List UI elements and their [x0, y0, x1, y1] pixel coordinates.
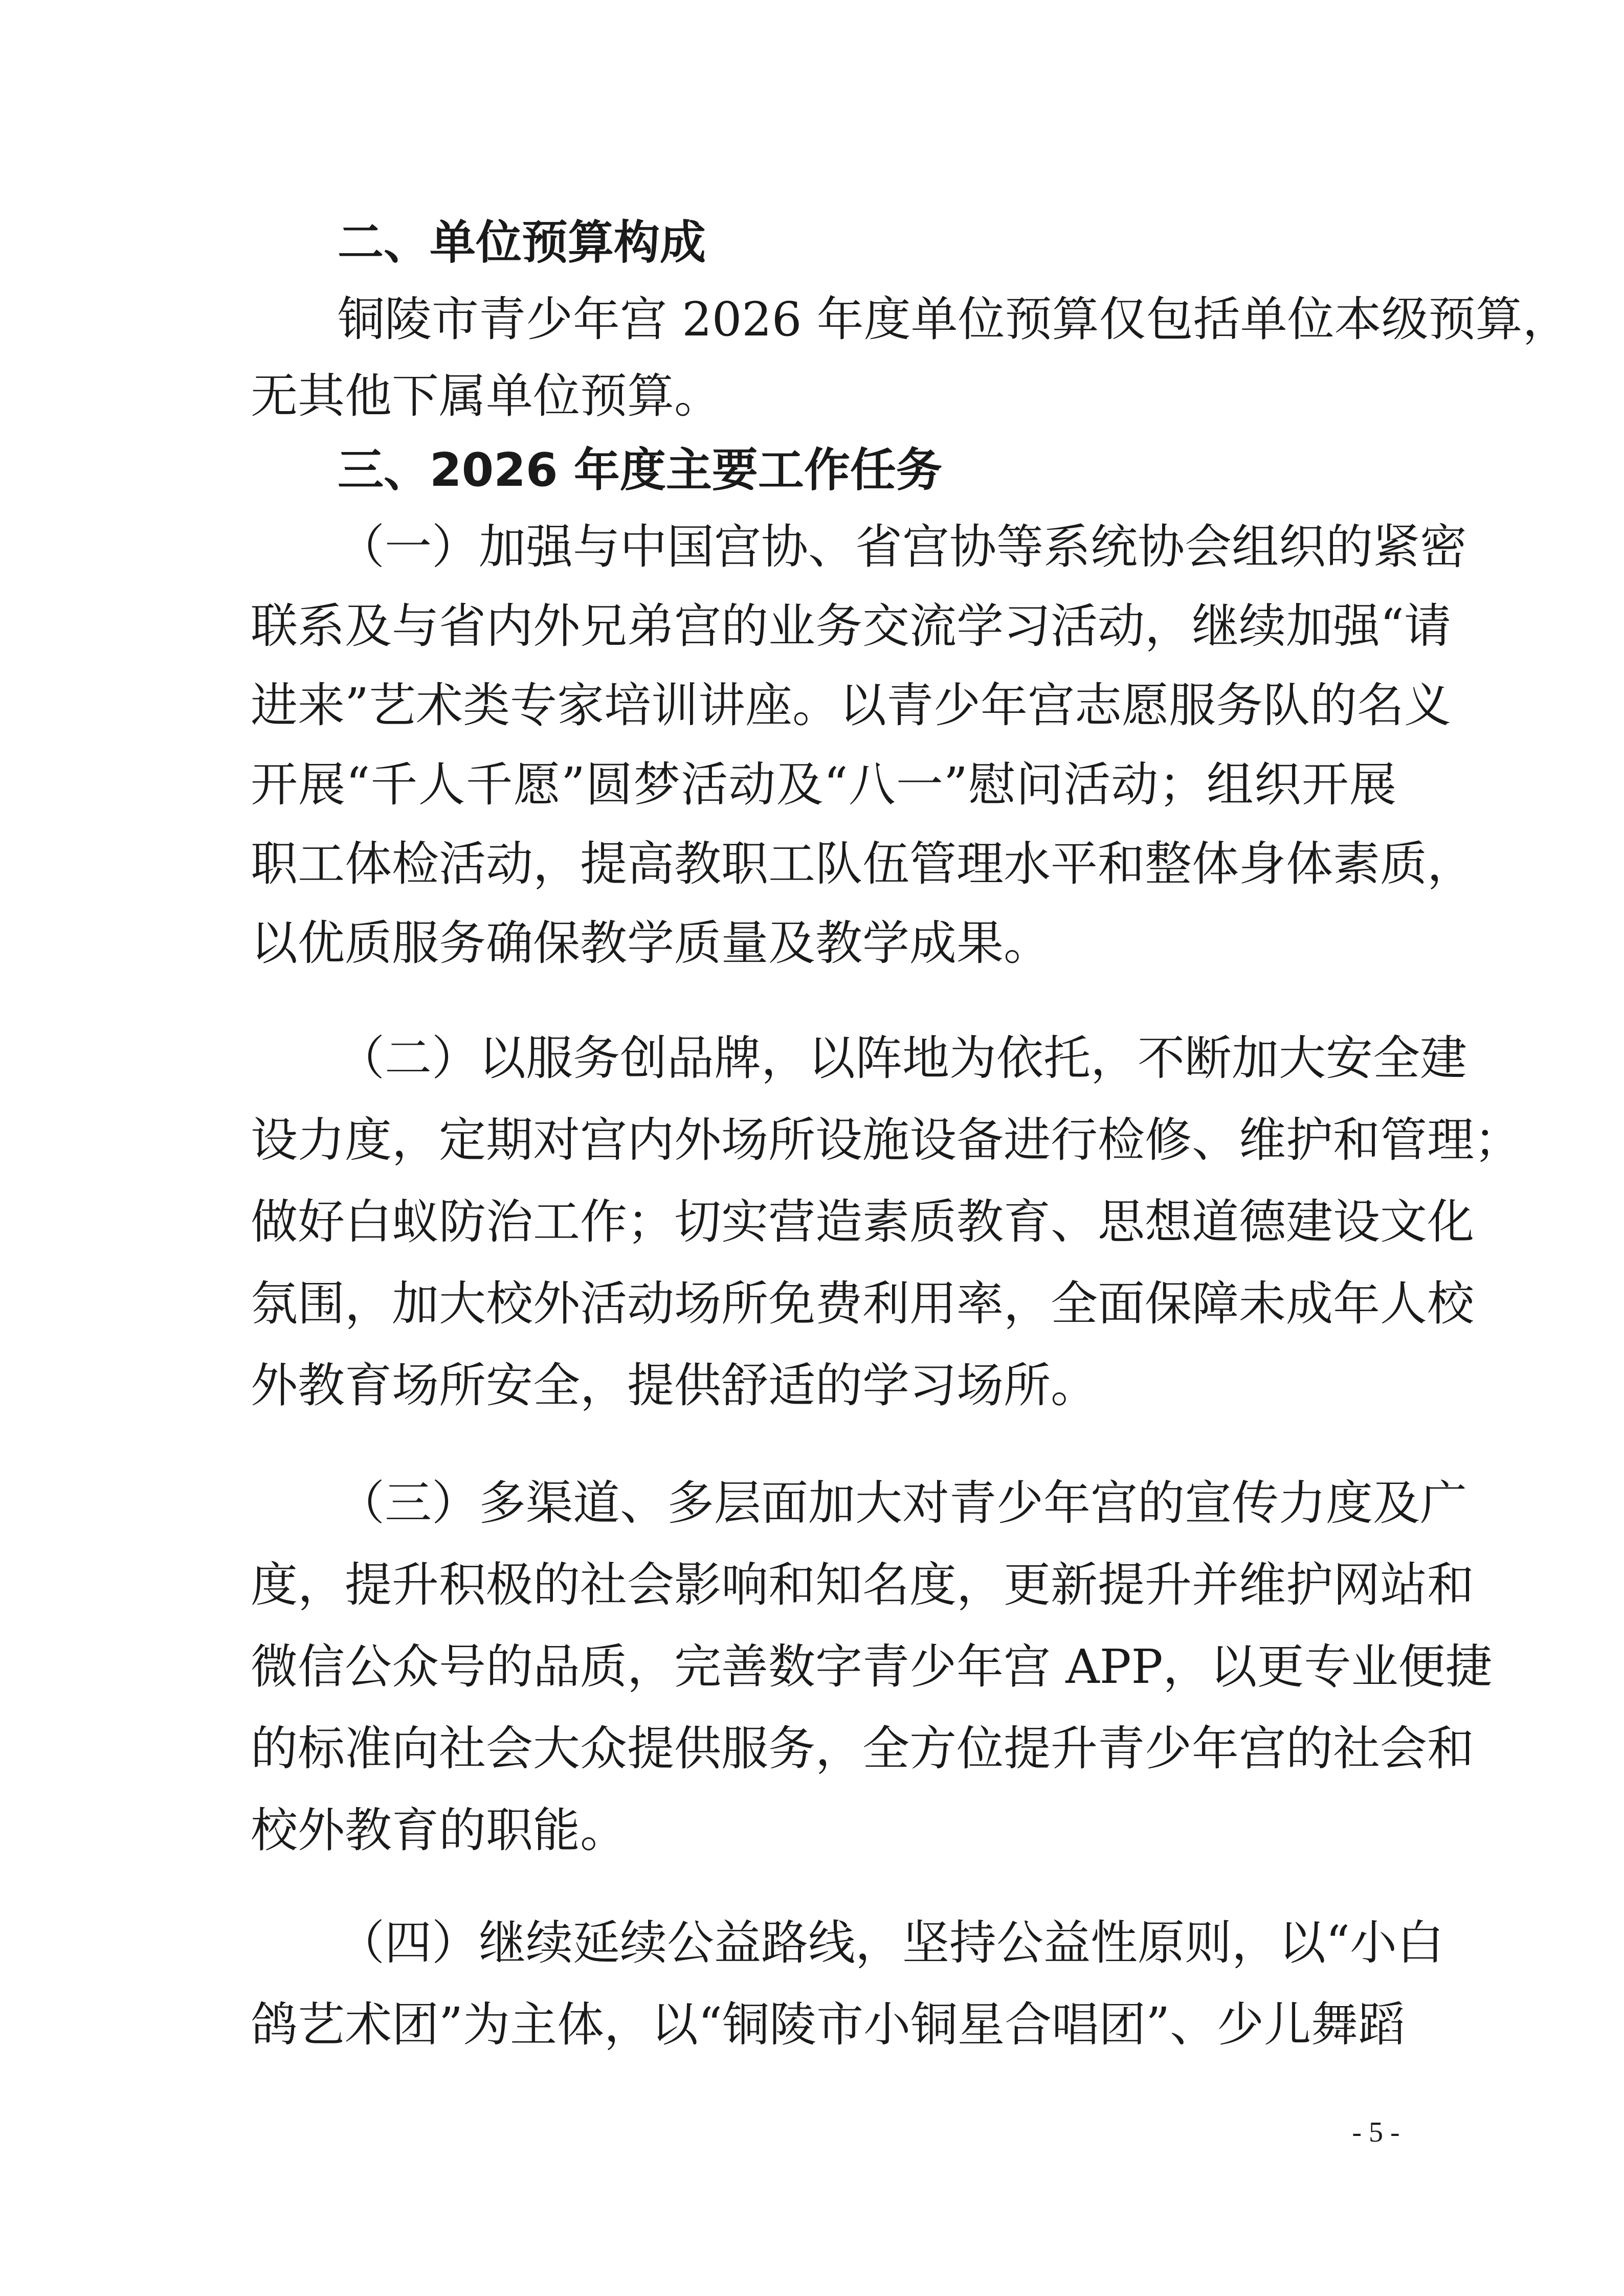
paragraph-line: 联系及与省内外兄弟宫的业务交流学习活动，继续加强“请: [251, 599, 1452, 654]
paragraph-line: 以优质服务确保教学质量及教学成果。: [251, 916, 1051, 971]
paragraph-line: 度，提升积极的社会影响和知名度，更新提升并维护网站和: [251, 1558, 1475, 1612]
paragraph-line: 进来”艺术类专家培训讲座。以青少年宫志愿服务队的名义: [251, 678, 1452, 733]
paragraph-line: 外教育场所安全，提供舒适的学习场所。: [251, 1358, 1098, 1413]
paragraph-line: 职工体检活动，提高教职工队伍管理水平和整体身体素质，: [251, 837, 1475, 891]
paragraph-line: （四）继续延续公益路线，坚持公益性原则，以“小白: [338, 1916, 1444, 1970]
page-number: - 5 -: [1352, 2117, 1400, 2148]
paragraph-line: 做好白蚁防治工作；切实营造素质教育、思想道德建设文化: [251, 1195, 1475, 1249]
paragraph-line: 鸽艺术团”为主体，以“铜陵市小铜星合唱团”、少儿舞蹈: [251, 1997, 1406, 2052]
paragraph-line: 的标准向社会大众提供服务，全方位提升青少年宫的社会和: [251, 1721, 1475, 1776]
paragraph-line: 铜陵市青少年宫 2026 年度单位预算仅包括单位本级预算，: [338, 292, 1570, 347]
paragraph-line: 校外教育的职能。: [251, 1803, 628, 1858]
paragraph-line: 开展“千人千愿”圆梦活动及“八一”慰问活动；组织开展: [251, 757, 1396, 812]
paragraph-line: 微信公众号的品质，完善数字青少年宫 APP，以更专业便捷: [251, 1639, 1493, 1694]
paragraph-line: 无其他下属单位预算。: [251, 369, 722, 423]
paragraph-line: 氛围，加大校外活动场所免费利用率，全面保障未成年人校: [251, 1276, 1475, 1331]
section-heading-budget-composition: 二、单位预算构成: [338, 216, 706, 269]
section-heading-main-tasks: 三、2026 年度主要工作任务: [338, 443, 942, 497]
paragraph-line: （二）以服务创品牌，以阵地为依托，不断加大安全建: [338, 1031, 1467, 1086]
paragraph-line: 设力度，定期对宫内外场所设施设备进行检修、维护和管理；: [251, 1113, 1522, 1167]
paragraph-line: （三）多渠道、多层面加大对青少年宫的宣传力度及广: [338, 1476, 1467, 1530]
paragraph-line: （一）加强与中国宫协、省宫协等系统协会组织的紧密: [338, 520, 1467, 574]
